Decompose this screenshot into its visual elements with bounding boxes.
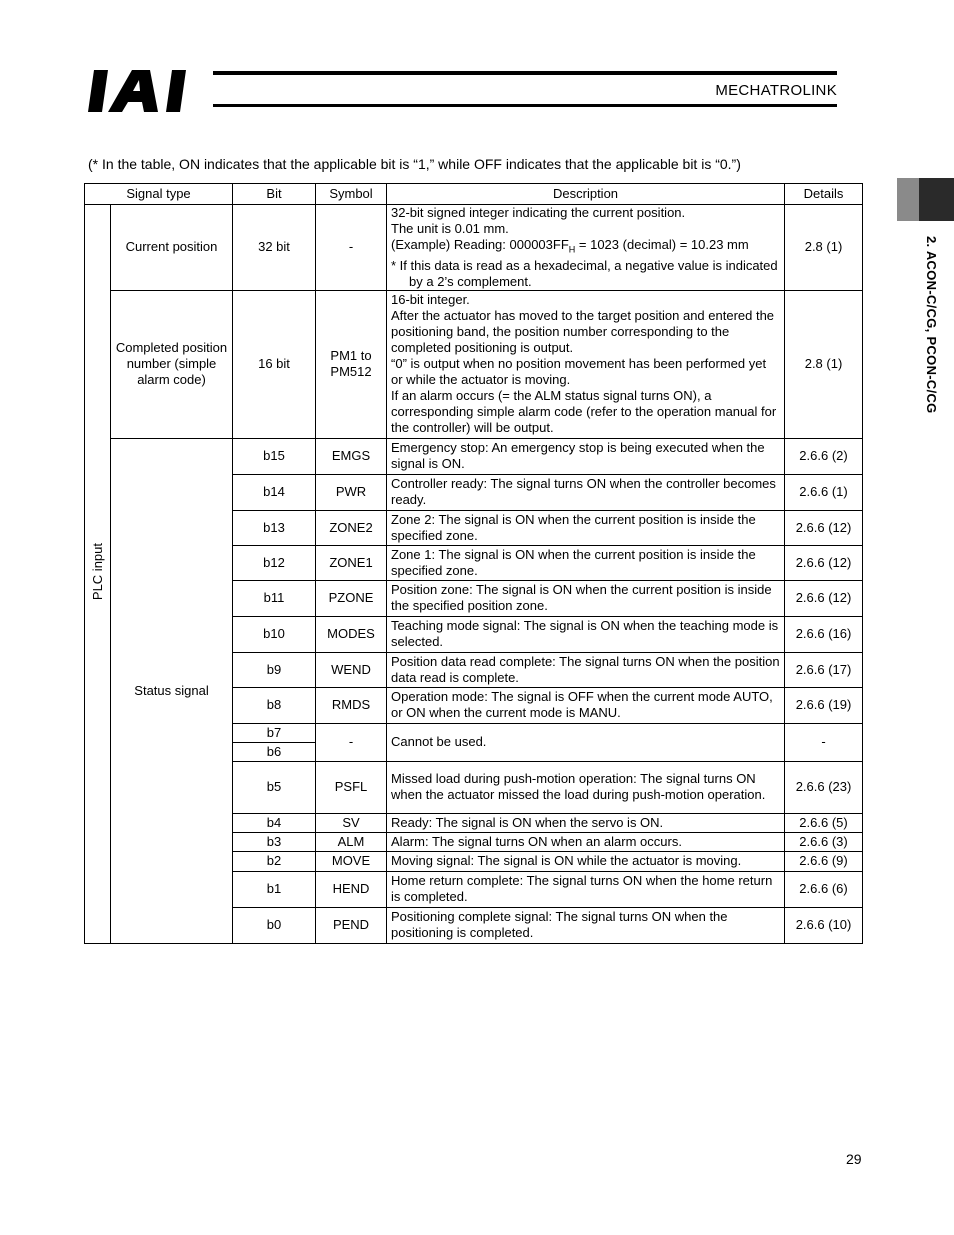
desc-line [391, 237, 780, 258]
cell-signal-type: Current position [111, 205, 233, 291]
cell-details: 2.6.6 (6) [785, 871, 863, 907]
cell-description: Emergency stop: An emergency stop is being executed when the signal is ON. [387, 438, 785, 474]
page-number: 29 [846, 1151, 862, 1167]
cell-bit: b4 [233, 813, 316, 832]
cell-description: Operation mode: The signal is OFF when the current mode AUTO, or ON when the current mode is MANU. [387, 687, 785, 723]
desc-text: = 1023 (decimal) = 10.23 mm [575, 237, 749, 252]
table-header-row [85, 184, 863, 205]
cell-details: 2.6.6 (10) [785, 907, 863, 943]
cell-status-label: Status signal [111, 438, 233, 943]
cell-description: Zone 1: The signal is ON when the current position is inside the specified zone. [387, 545, 785, 580]
cell-symbol: PM1 to PM512 [316, 290, 387, 438]
cell-details: 2.6.6 (1) [785, 474, 863, 510]
cell-bit: b8 [233, 687, 316, 723]
cell-bit: b10 [233, 616, 316, 652]
cell-description: Ready: The signal is ON when the servo is ON. [387, 813, 785, 832]
cell-description [387, 290, 785, 438]
cell-bit: b2 [233, 851, 316, 871]
cell-description: Zone 2: The signal is ON when the current position is inside the specified zone. [387, 510, 785, 545]
cell-details: 2.6.6 (17) [785, 652, 863, 687]
cell-symbol: PSFL [316, 761, 387, 813]
cell-description: Home return complete: The signal turns ON when the home return is completed. [387, 871, 785, 907]
cell-details: 2.6.6 (12) [785, 510, 863, 545]
cell-symbol: PZONE [316, 580, 387, 616]
header-details: Details [785, 184, 863, 205]
cell-bit: b13 [233, 510, 316, 545]
header-description: Description [387, 184, 785, 205]
cell-bit: 16 bit [233, 290, 316, 438]
cell-symbol: PEND [316, 907, 387, 943]
signal-table [84, 183, 863, 944]
cell-description: Moving signal: The signal is ON while the actuator is moving. [387, 851, 785, 871]
side-tab-marker-light [897, 178, 919, 221]
cell-symbol: MODES [316, 616, 387, 652]
header-signal-type: Signal type [85, 184, 233, 205]
cell-bit: b9 [233, 652, 316, 687]
cell-symbol: ALM [316, 832, 387, 851]
table-row-completed-position [85, 290, 863, 438]
cell-bit: b1 [233, 871, 316, 907]
cell-symbol: - [316, 205, 387, 291]
header-rule-top [213, 71, 837, 75]
cell-details: - [785, 723, 863, 761]
cell-details: 2.6.6 (12) [785, 545, 863, 580]
cell-bit: b11 [233, 580, 316, 616]
cell-bit: b7 [233, 723, 316, 742]
cell-symbol: MOVE [316, 851, 387, 871]
cell-details: 2.6.6 (3) [785, 832, 863, 851]
cell-symbol: PWR [316, 474, 387, 510]
cell-details: 2.6.6 (23) [785, 761, 863, 813]
header-symbol: Symbol [316, 184, 387, 205]
cell-description: Controller ready: The signal turns ON when the controller becomes ready. [387, 474, 785, 510]
cell-description: Cannot be used. [387, 723, 785, 761]
cell-details: 2.6.6 (5) [785, 813, 863, 832]
iai-logo [88, 70, 208, 112]
cell-bit: b5 [233, 761, 316, 813]
cell-details: 2.6.6 (9) [785, 851, 863, 871]
cell-bit: b15 [233, 438, 316, 474]
desc-line: If an alarm occurs (= the ALM status signal turns ON), a corresponding simple alarm code (refer to the operation manual for the controller) will be output. [391, 388, 777, 436]
cell-symbol: EMGS [316, 438, 387, 474]
cell-details: 2.6.6 (2) [785, 438, 863, 474]
cell-symbol: ZONE1 [316, 545, 387, 580]
cell-bit: b3 [233, 832, 316, 851]
cell-symbol: ZONE2 [316, 510, 387, 545]
desc-line: 16-bit integer. [391, 292, 470, 308]
cell-description: Positioning complete signal: The signal turns ON when the positioning is completed. [387, 907, 785, 943]
cell-symbol: WEND [316, 652, 387, 687]
cell-details: 2.6.6 (16) [785, 616, 863, 652]
cell-signal-type: Completed position number (simple alarm code) [111, 290, 233, 438]
cell-description: Position zone: The signal is ON when the current position is inside the specified position zone. [387, 580, 785, 616]
cell-bit: 32 bit [233, 205, 316, 291]
header-rule-bottom [213, 104, 837, 107]
cell-details: 2.8 (1) [785, 290, 863, 438]
desc-line: After the actuator has moved to the target position and entered the positioning band, the position number corresponding to the completed positioning is output. [391, 308, 775, 356]
cell-symbol: RMDS [316, 687, 387, 723]
cell-bit: b6 [233, 742, 316, 761]
cell-symbol: SV [316, 813, 387, 832]
cell-description: Teaching mode signal: The signal is ON when the teaching mode is selected. [387, 616, 785, 652]
cell-bit: b0 [233, 907, 316, 943]
header-title: MECHATROLINK [715, 82, 837, 99]
desc-line: 32-bit signed integer indicating the current position. [391, 205, 686, 220]
hex-subscript: H [568, 244, 576, 255]
cell-description: Missed load during push-motion operation: The signal turns ON when the actuator missed the load during push-motion operation. [387, 761, 785, 813]
cell-symbol: - [316, 723, 387, 761]
desc-line: “0” is output when no position movement has been performed yet or while the actuator is moving. [391, 356, 767, 388]
cell-details: 2.8 (1) [785, 205, 863, 291]
cell-description [387, 205, 785, 291]
cell-details: 2.6.6 (12) [785, 580, 863, 616]
chapter-label: 2. ACON-C/CG, PCON-C/CG [924, 236, 939, 414]
cell-bit: b12 [233, 545, 316, 580]
cell-symbol: HEND [316, 871, 387, 907]
cell-description: Alarm: The signal turns ON when an alarm occurs. [387, 832, 785, 851]
cell-description: Position data read complete: The signal turns ON when the position data read is complete. [387, 652, 785, 687]
side-tab-marker-dark [919, 178, 954, 221]
desc-text: (Example) Reading: 000003FF [391, 237, 569, 252]
table-row-status [85, 438, 863, 474]
group-label: PLC input [89, 543, 105, 601]
table-row-current-position [85, 205, 863, 291]
cell-bit: b14 [233, 474, 316, 510]
table-note: (* In the table, ON indicates that the applicable bit is “1,” while OFF indicates that the applicable bit is “0.”) [88, 156, 741, 172]
group-cell [85, 205, 111, 944]
cell-details: 2.6.6 (19) [785, 687, 863, 723]
header-bit: Bit [233, 184, 316, 205]
desc-line: The unit is 0.01 mm. [391, 221, 509, 236]
desc-note: * If this data is read as a hexadecimal, a negative value is indicated by a 2’s complement. [391, 257, 778, 289]
